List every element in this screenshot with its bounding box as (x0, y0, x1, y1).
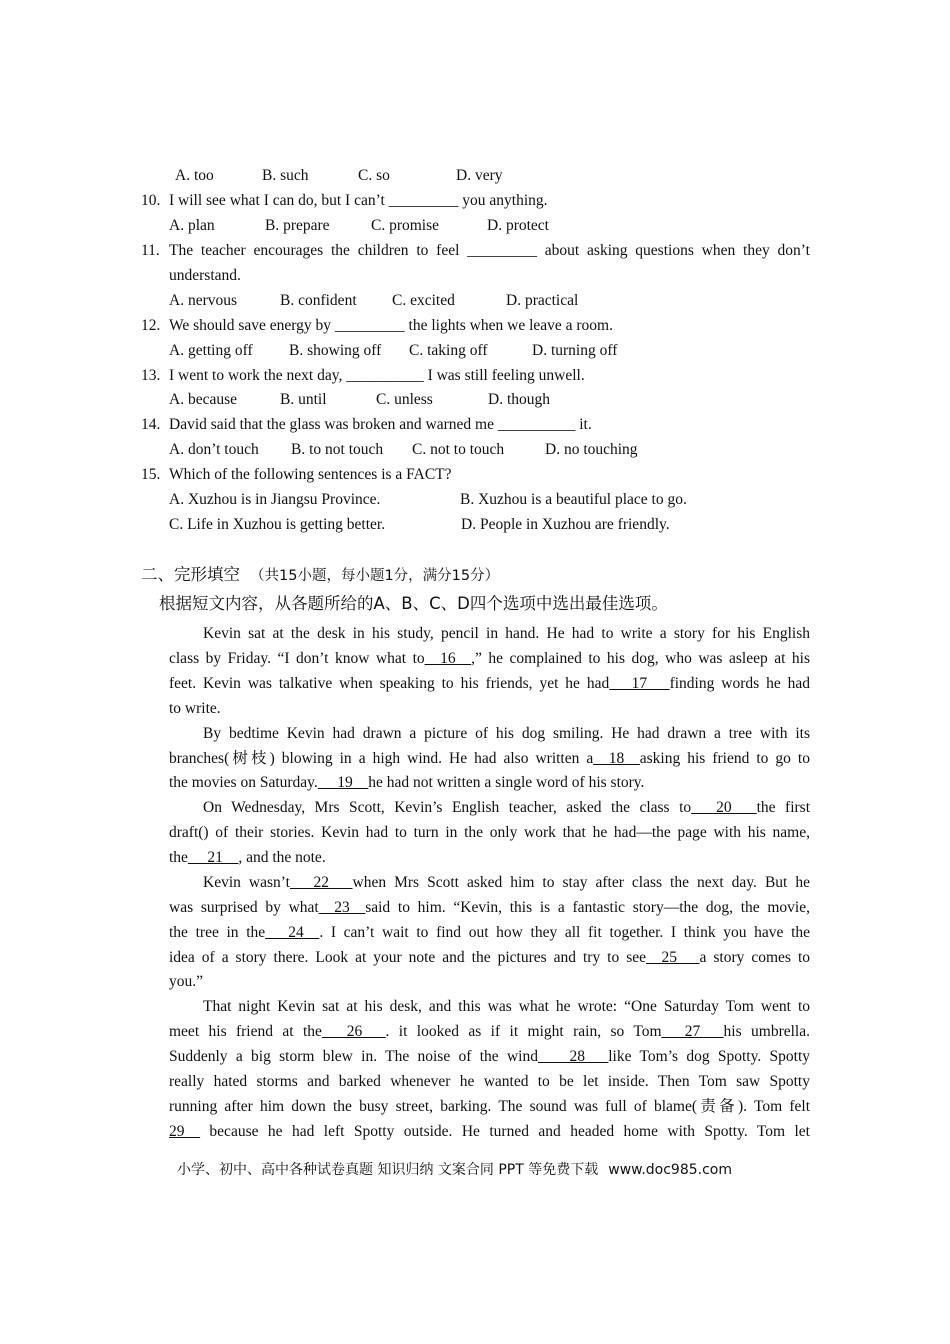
q10-stem: I will see what I can do, but I can’t _________ you anything. (169, 192, 548, 209)
passage-line: the __21__, and the note. (169, 849, 326, 866)
passage-line: Kevin sat at the desk in his study, pencil in hand. He had to write a story for his English (203, 625, 810, 642)
q11-option-b: B. confident (280, 292, 357, 309)
q13-stem: I went to work the next day, __________ I was still feeling unwell. (169, 367, 585, 384)
passage-line: was surprised by what__23__said to him. “Kevin, this is a fantastic story—the dog, the movie, (169, 899, 810, 916)
q14-option-d: D. no touching (545, 441, 638, 458)
passage-line: the movies on Saturday. __19__he had not written a single word of his story. (169, 774, 645, 791)
passage-line: draft() of their stories. Kevin had to turn in the only work that he had—the page with his name, (169, 824, 810, 841)
passage-line: running after him down the busy street, barking. The sound was full of blame(责备). Tom felt (169, 1098, 810, 1115)
blank-24[interactable]: __24__ (265, 924, 320, 941)
q11-option-a: A. nervous (169, 292, 238, 309)
q15-option-a: A. Xuzhou is in Jiangsu Province. (169, 491, 381, 508)
footer-text: 小学、初中、高中各种试卷真题 知识归纳 文案合同 PPT 等免费下载 (177, 1162, 599, 1178)
q10-option-b: B. prepare (265, 217, 330, 234)
section-title: 二、完形填空 (141, 565, 240, 584)
blank-20[interactable]: __20__ (691, 799, 757, 816)
q10-option-c: C. promise (371, 217, 440, 234)
blank-23[interactable]: __23__ (318, 899, 366, 916)
blank-22[interactable]: __22__ (289, 874, 353, 891)
blank-26[interactable]: __26___ (321, 1023, 386, 1040)
passage-line: Kevin wasn’t __22__ when Mrs Scott asked him to stay after class the next day. But he (203, 874, 810, 891)
passage-line: class by Friday. “I don’t know what to__16__,” he complained to his dog, who was asleep at his (169, 650, 810, 667)
passage-line: feet. Kevin was talkative when speaking to his friends, yet he had __17__ finding words he had (169, 675, 811, 692)
q9-option-a: A. too (175, 167, 214, 184)
q9-option-b: B. such (262, 167, 309, 184)
q11-stem: The teacher encourages the children to feel _________ about asking questions when they don’t (169, 242, 810, 259)
q9-option-c: C. so (358, 167, 390, 184)
blank-28[interactable]: ___28___ (537, 1048, 609, 1065)
q15-option-c: C. Life in Xuzhou is getting better. (169, 516, 386, 533)
q13-option-d: D. though (488, 391, 550, 408)
section-subtitle: （共15小题，每小题1分，满分15分） (250, 568, 500, 584)
q14-option-a: A. don’t touch (169, 441, 259, 458)
section-heading (141, 563, 499, 588)
q12-option-b: B. showing off (289, 342, 382, 359)
passage-line: On Wednesday, Mrs Scott, Kevin’s English teacher, asked the class to __20__ the first (203, 799, 810, 816)
passage-line: you.” (169, 973, 204, 990)
blank-18[interactable]: __18__ (593, 750, 640, 767)
q10-number: 10. (141, 192, 161, 209)
q9-option-d: D. very (456, 167, 503, 184)
q12-option-a: A. getting off (169, 342, 253, 359)
passage-line: to write. (169, 700, 221, 717)
passage-line: That night Kevin sat at his desk, and this was what he wrote: “One Saturday Tom went to (203, 998, 810, 1015)
q13-option-c: C. unless (376, 391, 433, 408)
blank-21[interactable]: __21__ (187, 849, 239, 866)
blank-16[interactable]: __16__ (424, 650, 472, 667)
passage-line: idea of a story there. Look at your note and the pictures and try to see__25__ a story comes to (169, 949, 810, 966)
q11-number: 11. (141, 242, 160, 259)
q12-stem: We should save energy by _________ the lights when we leave a room. (169, 317, 613, 334)
q11-stem-cont: understand. (169, 267, 241, 284)
q12-option-d: D. turning off (532, 342, 618, 359)
footer-url[interactable]: www.doc985.com (608, 1162, 732, 1178)
q15-stem: Which of the following sentences is a FACT? (169, 466, 452, 483)
q10-option-a: A. plan (169, 217, 215, 234)
blank-29[interactable]: 29__ (169, 1123, 200, 1140)
q13-number: 13. (141, 367, 161, 384)
section-instruction: 根据短文内容，从各题所给的A、B、C、D四个选项中选出最佳选项。 (159, 594, 668, 613)
q10-option-d: D. protect (487, 217, 549, 234)
q13-option-a: A. because (169, 391, 237, 408)
q14-option-b: B. to not touch (291, 441, 384, 458)
q15-number: 15. (141, 466, 161, 483)
q14-stem: David said that the glass was broken and warned me __________ it. (169, 416, 592, 433)
q14-number: 14. (141, 416, 161, 433)
q12-option-c: C. taking off (409, 342, 488, 359)
page-footer (177, 1160, 732, 1180)
passage-line: Suddenly a big storm blew in. The noise of the wind ___28___like Tom’s dog Spotty. Spotty (169, 1048, 811, 1065)
blank-17[interactable]: __17__ (609, 675, 670, 692)
passage-line: By bedtime Kevin had drawn a picture of his dog smiling. He had drawn a tree with its (203, 725, 810, 742)
blank-27[interactable]: ___27___ (661, 1023, 724, 1040)
passage-line: meet his friend at the __26___. it looked as if it might rain, so Tom___27___his umbrella. (169, 1023, 810, 1040)
q15-option-b: B. Xuzhou is a beautiful place to go. (460, 491, 687, 508)
blank-25[interactable]: __25__ (646, 949, 700, 966)
passage-line: the tree in the __24__. I can’t wait to find out how they all fit together. I think you have the (169, 924, 811, 941)
q11-option-c: C. excited (392, 292, 455, 309)
q13-option-b: B. until (280, 391, 327, 408)
passage-line: 29__ because he had left Spotty outside. He turned and headed home with Spotty. Tom let (169, 1123, 810, 1140)
passage-line: really hated storms and barked whenever he wanted to be let inside. Then Tom saw Spotty (169, 1073, 810, 1090)
q15-option-d: D. People in Xuzhou are friendly. (461, 516, 670, 533)
q11-option-d: D. practical (506, 292, 579, 309)
q12-number: 12. (141, 317, 161, 334)
blank-19[interactable]: __19__ (317, 774, 369, 791)
passage-line: branches(树枝) blowing in a high wind. He had also written a__18__asking his friend to go to (169, 750, 810, 767)
q14-option-c: C. not to touch (412, 441, 505, 458)
